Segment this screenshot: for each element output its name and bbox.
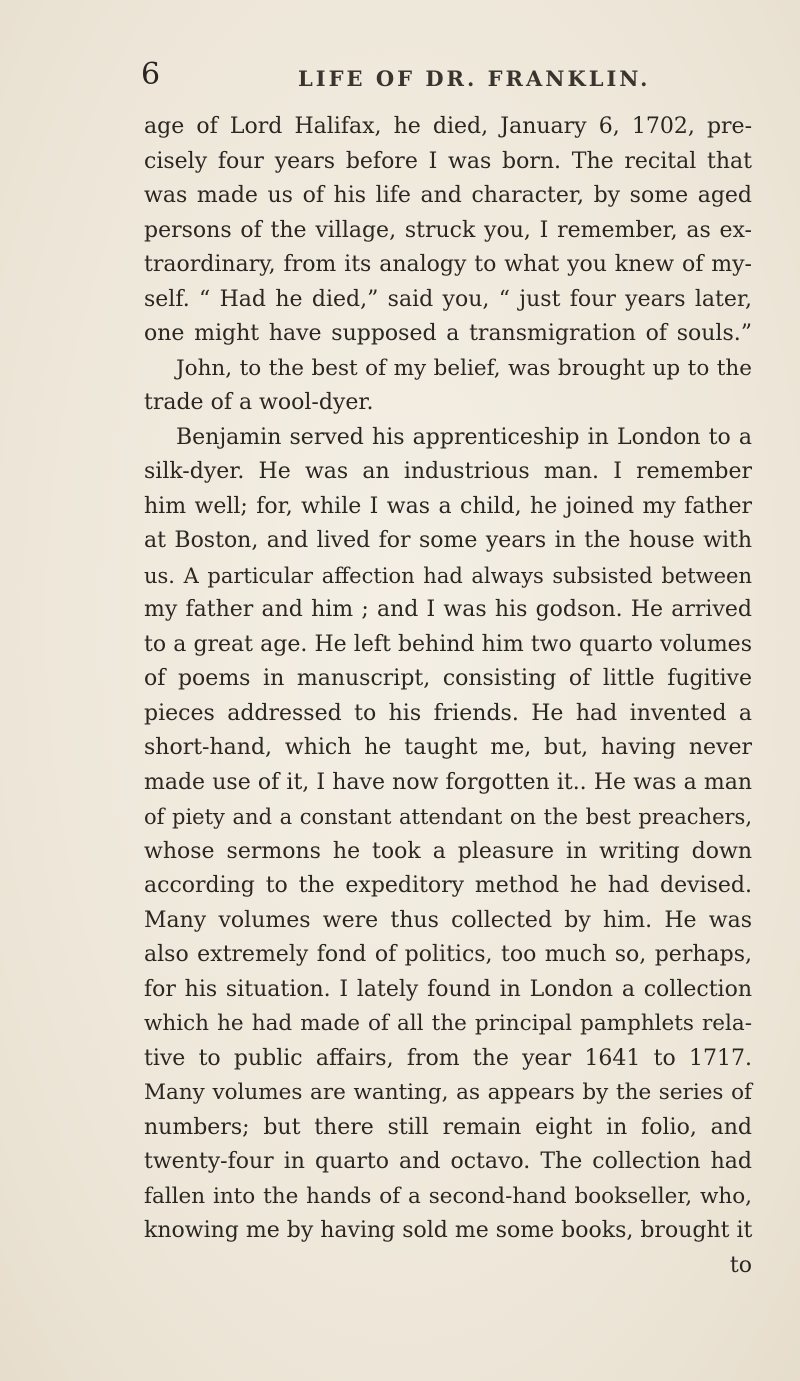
text-line: my father and him ; and I was his godson. He arrived bbox=[144, 597, 752, 622]
text-line: made use of it, I have now forgotten it.. He was a man bbox=[144, 769, 752, 795]
body-text bbox=[144, 110, 752, 1283]
text-line: of poems in manuscript, consisting of little fugitive bbox=[144, 666, 752, 691]
page-header bbox=[0, 58, 800, 98]
text-line: cisely four years before I was born. The recital that bbox=[144, 148, 752, 174]
paragraph-start-line: John, to the best of my belief, was brought up to the bbox=[176, 355, 752, 381]
text-line: self. “ Had he died,” said you, “ just four years later, bbox=[144, 286, 752, 312]
text-line: also extremely fond of politics, too much so, perhaps, bbox=[144, 942, 752, 967]
text-line: tive to public affairs, from the year 1641 to 1717. bbox=[144, 1045, 752, 1071]
text-line: Many volumes are wanting, as appears by the series of bbox=[144, 1080, 752, 1105]
text-line: which he had made of all the principal pamphlets rela- bbox=[144, 1011, 752, 1036]
text-line: silk-dyer. He was an industrious man. I remember bbox=[144, 459, 752, 484]
text-line: short-hand, which he taught me, but, having never bbox=[144, 735, 752, 760]
text-line: according to the expeditory method he had devised. bbox=[144, 873, 752, 898]
text-line: numbers; but there still remain eight in folio, and bbox=[144, 1114, 752, 1140]
text-line: was made us of his life and character, by some aged bbox=[144, 183, 752, 208]
text-line: us. A particular affection had always subsisted between bbox=[144, 563, 752, 588]
running-head: LIFE OF DR. FRANKLIN. bbox=[298, 66, 651, 91]
text-line: to a great age. He left behind him two quarto volumes bbox=[144, 631, 752, 657]
text-line: persons of the village, struck you, I remember, as ex- bbox=[144, 217, 752, 243]
text-line: knowing me by having sold me some books, brought it bbox=[144, 1218, 753, 1243]
text-line: twenty-four in quarto and octavo. The collection had bbox=[144, 1149, 752, 1174]
text-line: him well; for, while I was a child, he joined my father bbox=[144, 493, 752, 519]
text-line: fallen into the hands of a second-hand bookseller, who, bbox=[144, 1183, 752, 1209]
catchword: to bbox=[729, 1252, 752, 1278]
text-line: whose sermons he took a pleasure in writing down bbox=[144, 838, 752, 864]
text-line: for his situation. I lately found in London a collection bbox=[144, 976, 752, 1002]
text-line: of piety and a constant attendant on the best preachers, bbox=[144, 805, 752, 829]
paragraph-start-line: Benjamin served his apprenticeship in London to a bbox=[176, 424, 752, 450]
text-line: traordinary, from its analogy to what you knew of my- bbox=[144, 252, 752, 277]
text-line: age of Lord Halifax, he died, January 6, 1702, pre- bbox=[144, 114, 752, 139]
text-line: pieces addressed to his friends. He had invented a bbox=[144, 700, 752, 726]
text-line: one might have supposed a transmigration of souls.” bbox=[144, 321, 752, 346]
text-line: at Boston, and lived for some years in the house with bbox=[144, 528, 752, 553]
paragraph-end-line: trade of a wool-dyer. bbox=[144, 390, 374, 415]
text-line: Many volumes were thus collected by him. He was bbox=[144, 907, 752, 933]
page-number: 6 bbox=[141, 57, 161, 92]
